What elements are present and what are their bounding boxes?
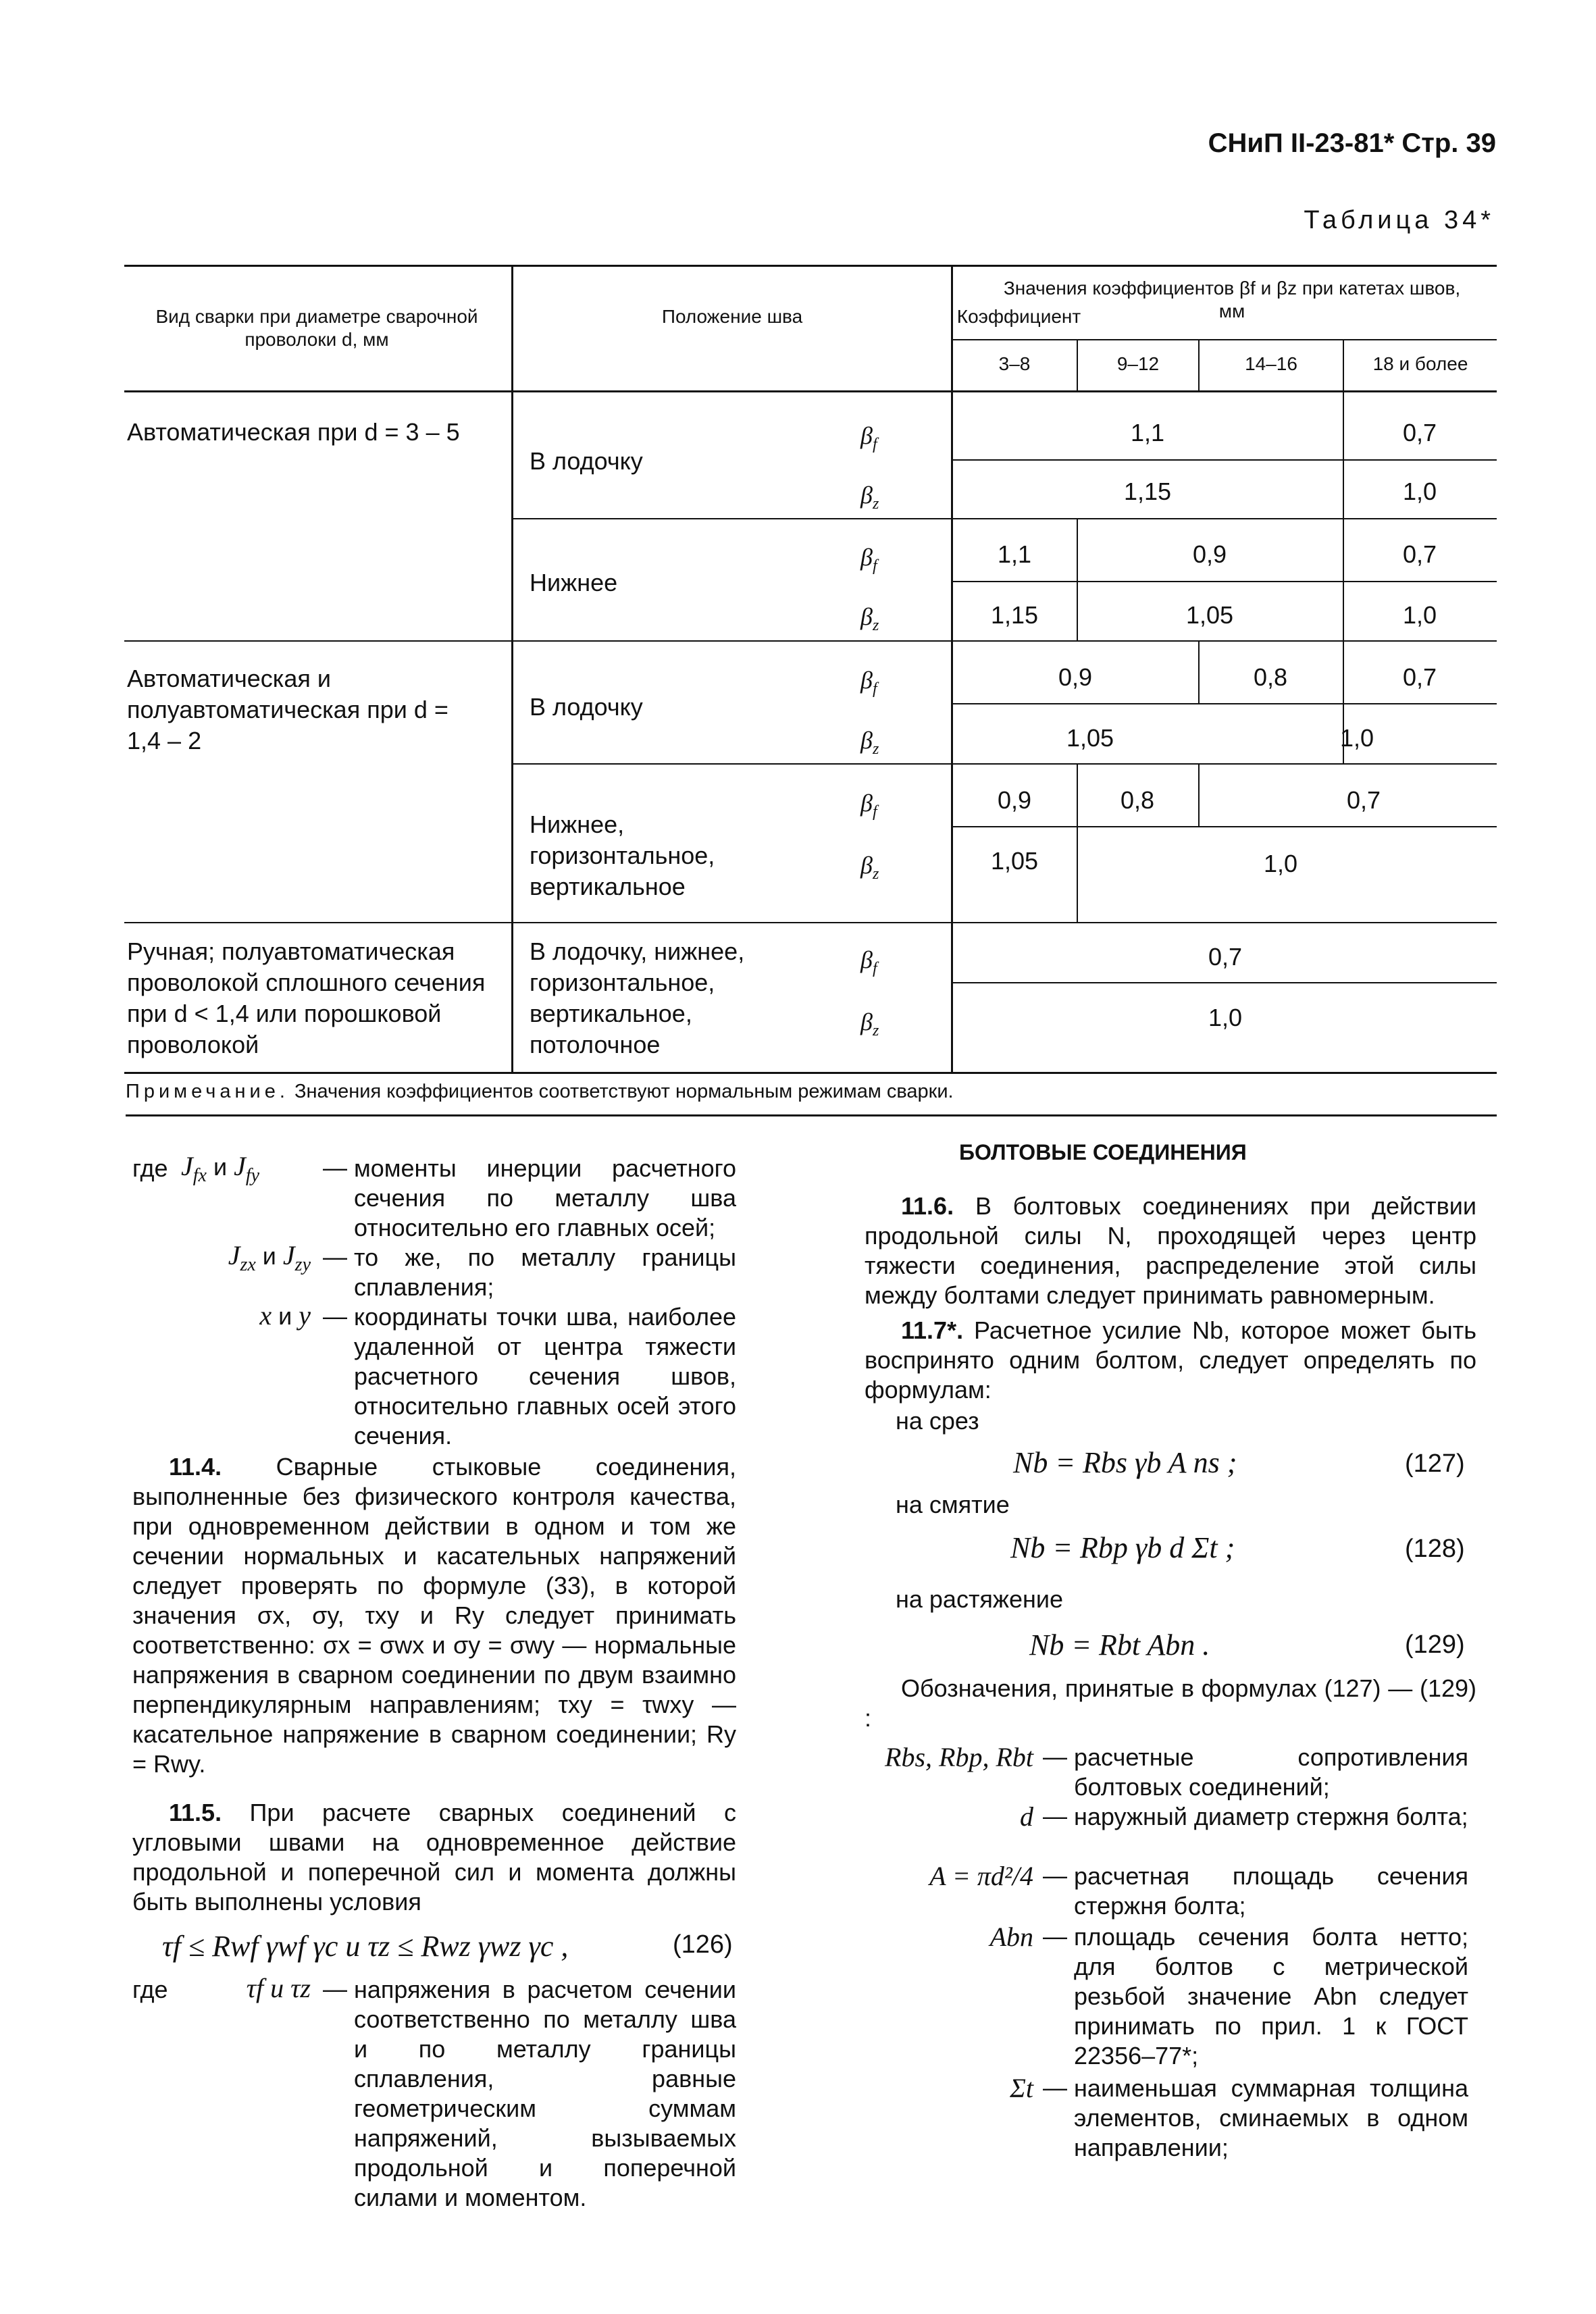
coef-bf: $\beta_f$ <box>860 790 877 821</box>
coef-bz: $\beta_z$ <box>860 852 879 883</box>
def-jf: моменты инерции расчетного сечения по металлу шва относительно его главных осей; <box>354 1154 736 1241</box>
symbol-r: Rbs, Rbp, Rbt <box>885 1742 1033 1772</box>
label-bearing: на смятие <box>896 1491 1010 1518</box>
eq-number-127: (127) <box>1405 1449 1465 1478</box>
formula-126: τf ≤ Rwf γwf γc и τz ≤ Rwz γwz γc , <box>162 1930 569 1963</box>
label-tension: на растяжение <box>896 1585 1064 1613</box>
coef-bz: $\beta_z$ <box>860 1008 879 1040</box>
symbol-a: A = πd²/4 <box>929 1861 1033 1891</box>
def-xy: координаты точки шва, наиболее удаленной от центра тяжести расчетного сечения швов, относительно главных осей этого сечения. <box>354 1303 736 1449</box>
value: 0,7 <box>1402 540 1437 568</box>
coef-bf: $\beta_f$ <box>860 422 877 454</box>
value: 1,15 <box>990 601 1039 629</box>
def-tau: напряжения в расчетом сечении соответственно по металлу шва и по металлу границы сплавления, равные геометрическим суммам напряжений, вызываемых продольной и поперечной силами и моментом. <box>354 1976 736 2211</box>
where-label: где <box>132 1154 168 1182</box>
paragraph-11-7: 11.7*. Расчетное усилие Nb, которое может быть воспринято одним болтом, следует определять по формулам: <box>865 1316 1476 1404</box>
eq-number-126: (126) <box>673 1930 733 1959</box>
symbol-xy: x и y <box>259 1300 311 1331</box>
value: 0,9 <box>1192 540 1227 568</box>
divider <box>126 1114 1497 1116</box>
col-header-values: Значения коэффициентов βf и βz при катетах швов, мм <box>1003 278 1461 322</box>
value: 1,0 <box>1402 478 1437 505</box>
formula-127: Nb = Rbs γb A ns ; <box>1013 1446 1237 1479</box>
def-d: наружный диаметр стержня болта; <box>1074 1803 1468 1830</box>
weld-type-1: Автоматическая при d = 3 – 5 <box>127 418 460 446</box>
note-text: Значения коэффициентов соответствуют нормальным режимам сварки. <box>294 1081 954 1102</box>
table-note <box>126 1081 954 1103</box>
where-label-2: где <box>132 1976 168 2003</box>
value: 1,0 <box>1263 850 1298 877</box>
range-18-more: 18 и более <box>1372 353 1468 374</box>
position-2-2: Нижнее, горизонтальное, вертикальное <box>530 811 715 900</box>
position-1-2: Нижнее <box>530 569 618 596</box>
value: 0,8 <box>1120 786 1155 814</box>
table-title: Таблица 34* <box>1304 206 1495 234</box>
coef-bz: $\beta_z$ <box>860 603 879 635</box>
formula-129: Nb = Rbt Abn . <box>1029 1628 1210 1662</box>
weld-type-2: Автоматическая и полуавтоматическая при d = 1,4 – 2 <box>127 665 448 754</box>
notation-intro: Обозначения, принятые в формулах (127) — (129) : <box>865 1674 1476 1732</box>
value: 0,7 <box>1346 786 1381 814</box>
symbol-d: d <box>1020 1801 1033 1832</box>
eq-number-128: (128) <box>1405 1535 1465 1563</box>
value: 0,9 <box>1058 663 1093 691</box>
value: 1,05 <box>990 847 1039 875</box>
paragraph-11-4: 11.4. Сварные стыковые соединения, выполненные без физического контроля качества, при одновременном действии в одном и том же сечении нормальных и касательных напряжений следует проверять по формуле (33), в которой значения σx, σy, τxy и Ry следует принимать соответственно: σx = σwx и σy = σwy — нормальные напряжения в сварном соединении по двум взаимно перпендикулярным направлениям; τxy = τwxy — касательное напряжение в сварном соединении; Ry = Rwy. <box>132 1453 736 1778</box>
value: 1,1 <box>997 540 1032 568</box>
col-header-coef: Коэффициент <box>956 306 1081 327</box>
col-header-type: Вид сварки при диаметре сварочной проволоки d, мм <box>155 306 478 350</box>
symbol-jz: $J_{zx}$ и $J_{zy}$ <box>228 1240 311 1275</box>
value: 0,8 <box>1253 663 1288 691</box>
value: 1,0 <box>1339 724 1374 752</box>
label-shear: на срез <box>896 1407 979 1435</box>
symbol-sum-t: Σt <box>1010 2073 1033 2103</box>
range-14-16: 14–16 <box>1245 353 1297 374</box>
eq-number-129: (129) <box>1405 1630 1465 1659</box>
def-sum-t: наименьшая суммарная толщина элементов, сминаемых в одном направлении; <box>1074 2074 1468 2161</box>
coef-bz: $\beta_z$ <box>860 482 879 513</box>
position-1-1: В лодочку <box>530 447 643 475</box>
value: 1,1 <box>1130 419 1165 446</box>
section-heading: БОЛТОВЫЕ СОЕДИНЕНИЯ <box>959 1140 1247 1164</box>
value: 0,7 <box>1402 663 1437 691</box>
formula-128: Nb = Rbp γb d Σt ; <box>1010 1531 1235 1564</box>
symbol-tau: τf и τz <box>246 1973 311 2003</box>
value: 1,0 <box>1402 601 1437 629</box>
position-2-1: В лодочку <box>530 693 643 721</box>
col-header-position: Положение шва <box>661 306 803 327</box>
range-3-8: 3–8 <box>998 353 1031 374</box>
symbol-jf: $J_{fx}$ и $J_{fy}$ <box>181 1151 260 1186</box>
coef-bf: $\beta_f$ <box>860 667 877 698</box>
value: 0,7 <box>1208 943 1243 971</box>
table-34 <box>124 265 1497 1074</box>
value: 1,05 <box>1185 601 1234 629</box>
def-abn: площадь сечения болта нетто; для болтов с метрической резьбой значение Abn следует принимать по прил. 1 к ГОСТ 22356–77*; <box>1074 1923 1468 2069</box>
value: 0,7 <box>1402 419 1437 446</box>
coef-bz: $\beta_z$ <box>860 727 879 759</box>
symbol-abn: Abn <box>989 1922 1033 1952</box>
note-label: Примечание. <box>126 1081 289 1102</box>
position-3-1: В лодочку, нижнее, горизонтальное, вертикальное, потолочное <box>530 937 745 1058</box>
def-jz: то же, по металлу границы сплавления; <box>354 1243 736 1301</box>
coef-bf: $\beta_f$ <box>860 946 877 978</box>
coef-bf: $\beta_f$ <box>860 544 877 575</box>
paragraph-11-5: 11.5. При расчете сварных соединений с угловыми швами на одновременное действие продольной и поперечной сил и момента должны быть выполнены условия <box>132 1799 736 1916</box>
value: 0,9 <box>997 786 1032 814</box>
value: 1,15 <box>1123 478 1172 505</box>
weld-type-3: Ручная; полуавтоматическая проволокой сплошного сечения при d < 1,4 или порошковой проволокой <box>127 937 486 1058</box>
range-9-12: 9–12 <box>1116 353 1160 374</box>
value: 1,0 <box>1208 1004 1243 1031</box>
value: 1,05 <box>1066 724 1114 752</box>
page-header: СНиП II-23-81* Стр. 39 <box>1208 128 1496 158</box>
def-r: расчетные сопротивления болтовых соединений; <box>1074 1743 1468 1801</box>
def-a: расчетная площадь сечения стержня болта; <box>1074 1862 1468 1920</box>
paragraph-11-6: 11.6. В болтовых соединениях при действии продольной силы N, проходящей через центр тяжести соединения, распределение этой силы между болтами следует принимать равномерным. <box>865 1192 1476 1309</box>
